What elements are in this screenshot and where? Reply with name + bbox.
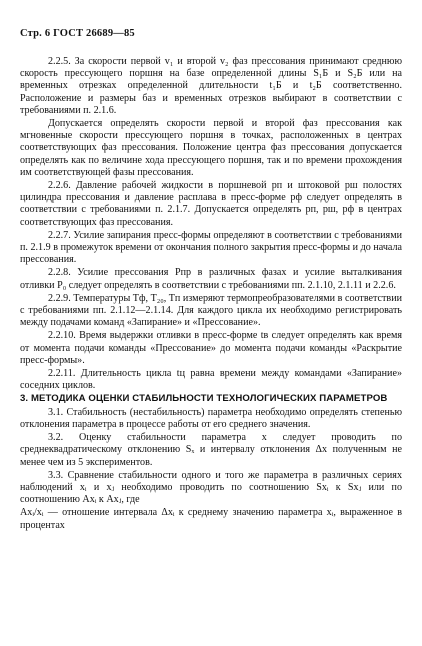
- paragraph-3-2: 3.2. Оценку стабильности параметра x следует проводить по среднеквадратическому отклонению Sₓ и интервалу отклонения Δx полученным не менее чем из 5 экспериментов.: [20, 432, 402, 468]
- paragraph-2-2-11: 2.2.11. Длительность цикла tц равна времени между командами «Запирание» соседних циклов.: [20, 368, 402, 392]
- paragraph-2-2-5-note: Допускается определять скорости первой и второй фаз прессования как мгновенные скорости прессующего поршня в точках, расположенных в центрах соответствующих фаз прессования. Положение центра фаз прессования допускается определять как по величине хода прессующего поршня, так и по времени прохождения им соответствующей фазы прессования.: [20, 118, 402, 178]
- paragraph-2-2-6: 2.2.6. Давление рабочей жидкости в поршневой pп и штоковой pш полостях цилиндра прессования и давление расплава в пресс-форме pф следует определять в соответствии с требованиями п. 2.1.7. Допускается определять pп, pш, pф в центрах соответствующих фаз прессования.: [20, 180, 402, 228]
- page-header: Стр. 6 ГОСТ 26689—85: [20, 28, 135, 39]
- paragraph-2-2-7: 2.2.7. Усилие запирания пресс-формы определяют в соответствии с требованиями п. 2.1.9 в промежуток времени от окончания полного закрытия пресс-формы и до начала прессования.: [20, 229, 402, 266]
- paragraph-2-2-5: 2.2.5. За скорости первой v₁ и второй v₂ фаз прессования принимают среднюю скорость прессующего поршня на базе определенной длины S₁Б и S₂Б или на временных отрезках определенной длительности t₁Б и t₂Б соответственно. Расположение и размеры баз и временных отрезков выбирают в соответствии с требованиями п. 2.1.6.: [20, 56, 402, 116]
- paragraph-3-3: 3.3. Сравнение стабильности одного и того же параметра в различных сериях наблюдений xᵢ и xⱼ необходимо проводить по соотношению Sxᵢ к Sxⱼ или по соотношению Axᵢ к Axⱼ, где: [20, 469, 402, 506]
- formula-definition: Axᵢ/xᵢ — отношение интервала Δxᵢ к среднему значению параметра xᵢ, выраженное в процентах: [20, 507, 402, 531]
- document-body: [20, 56, 402, 533]
- section-title: 3. МЕТОДИКА ОЦЕНКИ СТАБИЛЬНОСТИ ТЕХНОЛОГИЧЕСКИХ ПАРАМЕТРОВ: [20, 393, 388, 405]
- paragraph-2-2-10: 2.2.10. Время выдержки отливки в пресс-форме tв следует определять как время от момента подачи команды «Прессование» до момента подачи команды «Раскрытие пресс-формы».: [20, 330, 402, 366]
- paragraph-2-2-9: 2.2.9. Температуры Tф, T₂₀, Tп измеряют термопреобразователями в соответствии с требованиями пп. 2.1.12—2.1.14. Для каждого цикла их необходимо регистрировать между подачами команд «Запирание» и «Прессование».: [20, 292, 402, 329]
- paragraph-2-2-8: 2.2.8. Усилие прессования Pпр в различных фазах и усилие выталкивания отливки P₀ следует определять в соответствии с требованиями пп. 2.1.10, 2.1.11 и 2.2.6.: [20, 267, 402, 291]
- paragraph-3-1: 3.1. Стабильность (нестабильность) параметра необходимо определять степенью отклонения параметра в процессе работы от его среднего значения.: [20, 406, 402, 430]
